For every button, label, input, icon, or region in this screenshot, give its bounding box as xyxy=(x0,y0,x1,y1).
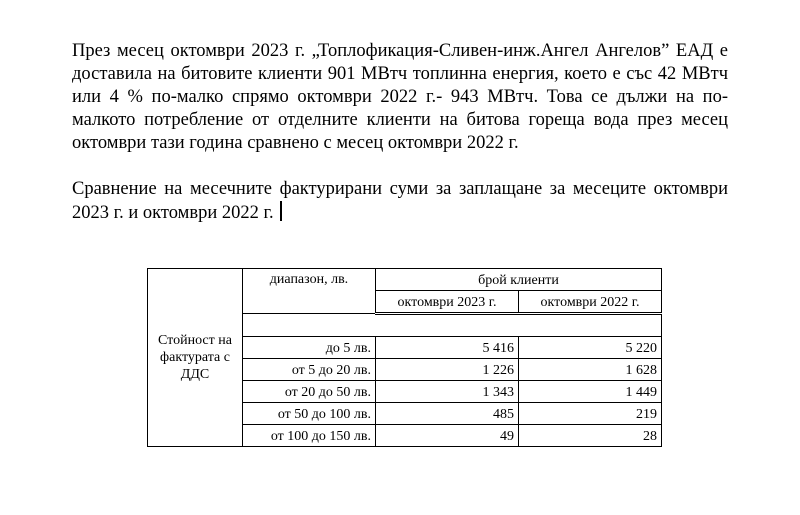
comparison-text: Сравнение на месечните фактурирани суми за заплащане за месеците октомври 2023 г. и октомври 2022 г. xyxy=(72,179,728,223)
value-2022-cell: 219 xyxy=(519,403,662,425)
clients-header: брой клиенти xyxy=(376,269,662,291)
range-header: диапазон, лв. xyxy=(243,269,376,314)
value-2022-cell: 5 220 xyxy=(519,337,662,359)
value-2023-cell: 1 226 xyxy=(376,359,519,381)
range-cell: от 100 до 150 лв. xyxy=(243,425,376,447)
range-cell: от 50 до 100 лв. xyxy=(243,403,376,425)
value-2022-cell: 28 xyxy=(519,425,662,447)
range-cell: от 5 до 20 лв. xyxy=(243,359,376,381)
range-cell: до 5 лв. xyxy=(243,337,376,359)
range-cell: от 20 до 50 лв. xyxy=(243,381,376,403)
value-2022-cell: 1 628 xyxy=(519,359,662,381)
value-2023-cell: 49 xyxy=(376,425,519,447)
intro-paragraph: През месец октомври 2023 г. „Топлофикация-Сливен-инж.Ангел Ангелов” ЕАД е доставила на битовите клиенти 901 МВтч топлинна енергия, което е със 42 МВтч или 4 % по-малко спрямо октомври 2022 г.- 943 МВтч. Това се дължи на по-малкото потребление от отделните клиенти на битова гореща вода през месец октомври тази година сравнено с месец октомври 2022 г. xyxy=(72,41,728,153)
text-cursor xyxy=(280,201,282,221)
col-header-2023: октомври 2023 г. xyxy=(376,291,519,314)
invoice-comparison-table xyxy=(147,268,662,447)
value-2023-cell: 1 343 xyxy=(376,381,519,403)
value-2023-cell: 485 xyxy=(376,403,519,425)
blank-row xyxy=(243,314,662,337)
comparison-paragraph xyxy=(72,178,728,225)
value-2023-cell: 5 416 xyxy=(376,337,519,359)
col-header-2022: октомври 2022 г. xyxy=(519,291,662,314)
value-2022-cell: 1 449 xyxy=(519,381,662,403)
row-group-label: Стойност на фактурата с ДДС xyxy=(148,269,243,447)
